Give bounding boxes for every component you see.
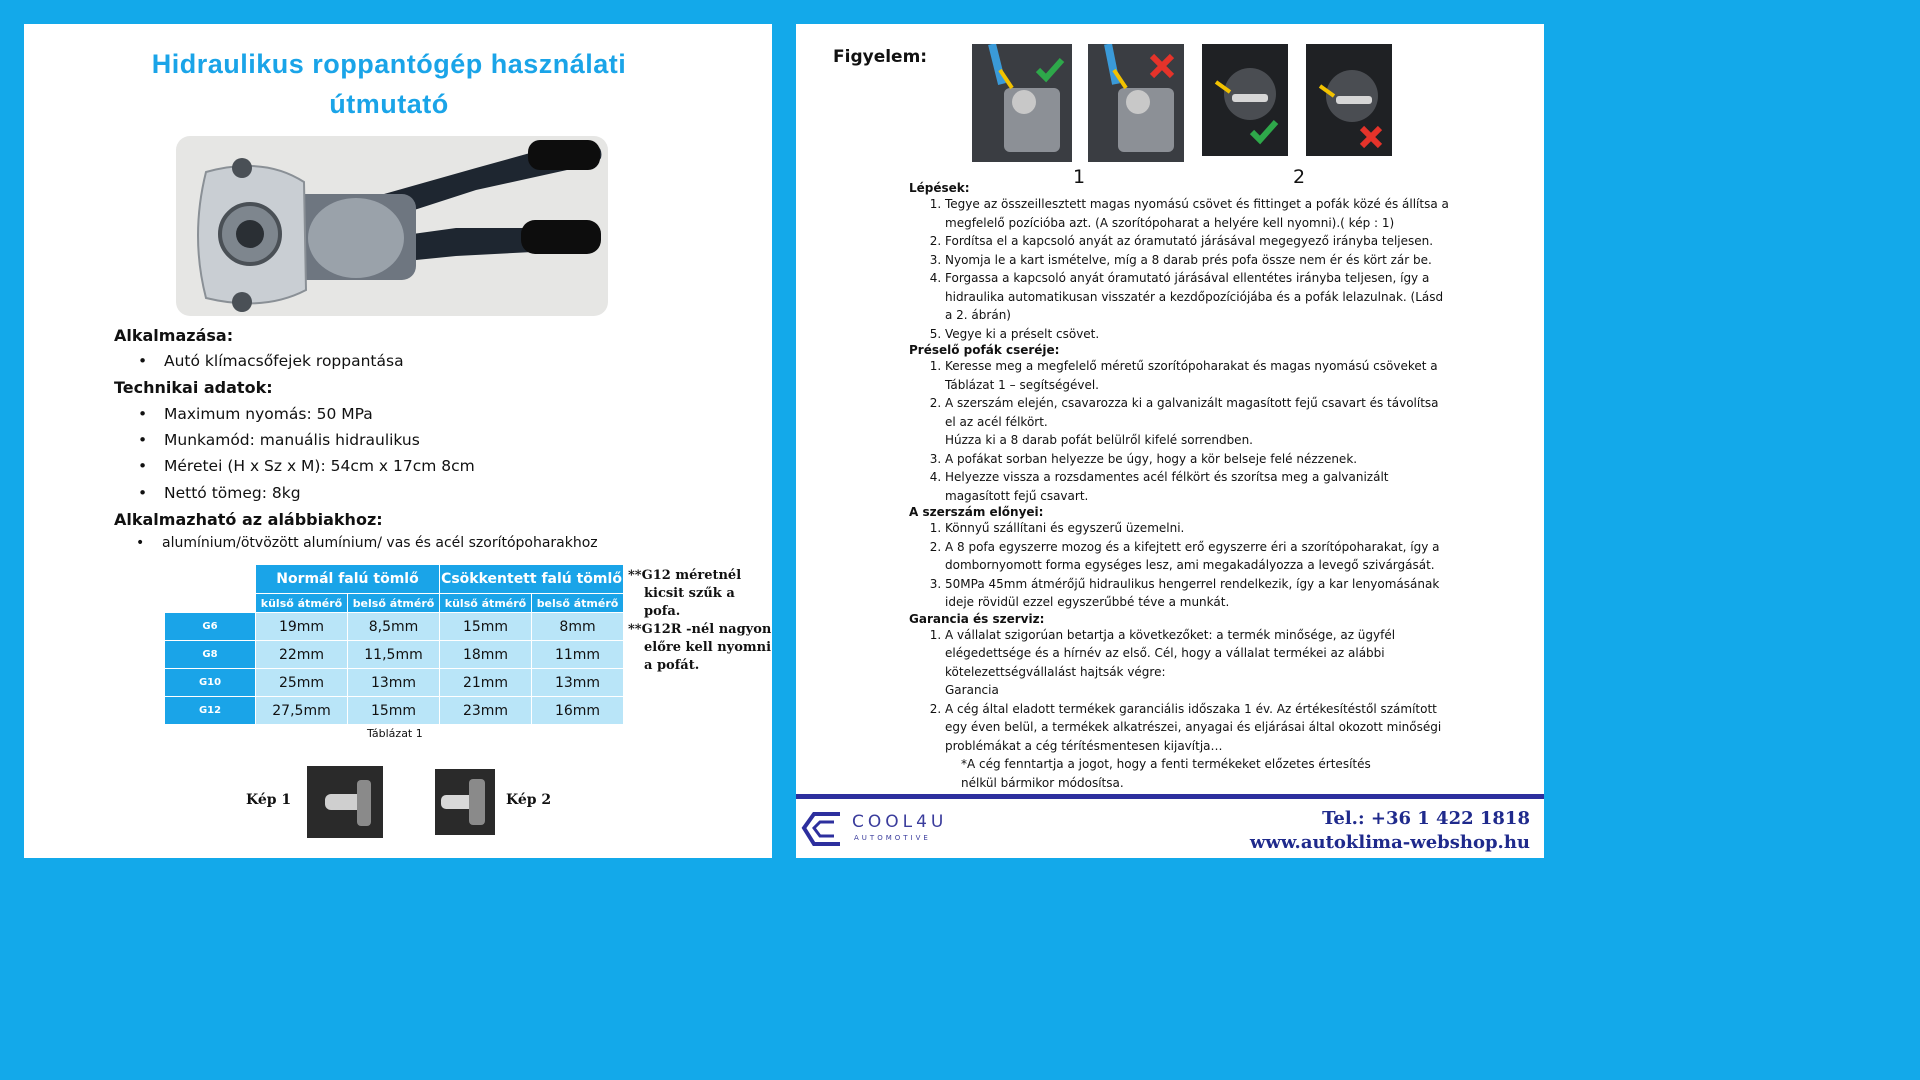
advantages-heading: A szerszám előnyei: xyxy=(909,505,1044,519)
table-row-label: G6 xyxy=(165,613,256,641)
left-page xyxy=(24,24,772,858)
table-cell: 8mm xyxy=(532,613,624,641)
tech-item: • Méretei (H x Sz x M): 54cm x 17cm 8cm xyxy=(164,457,475,475)
table-row xyxy=(165,669,624,697)
attention-heading: Figyelem: xyxy=(833,47,928,67)
application-heading: Alkalmazása: xyxy=(114,326,234,345)
table-sub-header: belső átmérő xyxy=(532,594,624,613)
table-cell: 18mm xyxy=(440,641,532,669)
crimping-tool-image xyxy=(176,136,608,316)
steps-heading: Lépések: xyxy=(909,181,970,195)
website-link[interactable]: www.autoklima-webshop.hu xyxy=(1249,832,1530,853)
jaws-heading: Préselő pofák cseréje: xyxy=(909,343,1060,357)
table-cell: 11mm xyxy=(532,641,624,669)
doc-title-line2: útmutató xyxy=(329,89,449,119)
advantage-item: 2. A 8 pofa egyszerre mozog és a kifejtett erő egyszerre éri a szorítópoharakat, így a dombornyomott forma egységes lesz, ami megakadályozza a levegő szivárgását. xyxy=(945,538,1449,575)
tech-heading: Technikai adatok: xyxy=(114,378,273,397)
kep2-photo xyxy=(435,769,495,835)
brand-name: COOL4U xyxy=(852,812,948,832)
warranty-heading: Garancia és szerviz: xyxy=(909,611,1045,626)
figure-1b-photo xyxy=(1088,44,1184,162)
figure-2a-image xyxy=(1202,44,1288,156)
table-sub-header: külső átmérő xyxy=(440,594,532,613)
table-group-header: Csökkentett falú tömlő xyxy=(440,565,624,594)
doc-title xyxy=(24,44,754,124)
step-item: 2. Fordítsa el a kapcsoló anyát az óramutató járásával megegyező irányba teljesen. xyxy=(945,232,1449,251)
table-cell: 13mm xyxy=(348,669,440,697)
table-corner xyxy=(165,594,256,613)
table-group-header: Normál falú tömlő xyxy=(256,565,440,594)
table-cell: 8,5mm xyxy=(348,613,440,641)
advantage-item: 3. 50MPa 45mm átmérőjű hidraulikus hengerrel rendelkezik, így a kar lenyomásának ideje rövidül ezzel egyszerűbbé téve a munkát. xyxy=(945,575,1449,612)
brand-sub: AUTOMOTIVE xyxy=(854,834,931,842)
table-cell: 16mm xyxy=(532,697,624,725)
figure-2a-photo xyxy=(1202,44,1288,156)
jaws-item-text: A szerszám elején, csavarozza ki a galvanizált magasított fejű csavart és távolítsa el az acél félkört. xyxy=(945,396,1439,429)
table-cell: 13mm xyxy=(532,669,624,697)
figure-2b-image xyxy=(1306,44,1392,156)
usable-item: • alumínium/ötvözött alumínium/ vas és acél szorítópoharakhoz xyxy=(162,535,598,551)
right-page xyxy=(796,24,1544,858)
figure-1a-image xyxy=(972,44,1072,162)
size-table xyxy=(164,564,624,725)
table-row xyxy=(165,697,624,725)
jaws-item xyxy=(945,394,1449,450)
table-cell: 19mm xyxy=(256,613,348,641)
table-caption: Táblázat 1 xyxy=(367,727,423,740)
kep1-label: Kép 1 xyxy=(246,792,292,808)
step-item: 1. Tegye az összeillesztett magas nyomású csövet és fittinget a pofák közé és állítsa a megfelelő pozícióba azt. (A szorítópoharat a helyére kell nyomni).( kép : 1) xyxy=(945,195,1449,232)
step-item: 3. Nyomja le a kart ismételve, míg a 8 darab prés pofa össze nem ér és kört zár be. xyxy=(945,251,1449,270)
tech-item: • Munkamód: manuális hidraulikus xyxy=(164,431,420,449)
table-row-label: G10 xyxy=(165,669,256,697)
note-g12 xyxy=(628,567,772,621)
jaws-item: 3. A pofákat sorban helyezze be úgy, hogy a kör belseje felé nézzenek. xyxy=(945,450,1449,469)
fitting-image-2 xyxy=(435,769,495,835)
jaws-item: 4. Helyezze vissza a rozsdamentes acél félkört és szorítsa meg a galvanizált magasított fejű csavart. xyxy=(945,468,1449,505)
table-cell: 23mm xyxy=(440,697,532,725)
warranty-list xyxy=(909,626,1449,756)
tech-item: • Maximum nyomás: 50 MPa xyxy=(164,405,373,423)
jaws-list xyxy=(909,357,1449,505)
steps-list xyxy=(909,195,1449,343)
disclaimer: *A cég fenntartja a jogot, hogy a fenti termékeket előzetes értesítés nélkül bármikor módosítsa. xyxy=(961,757,1371,790)
table-cell: 22mm xyxy=(256,641,348,669)
table-row-label: G12 xyxy=(165,697,256,725)
table-row xyxy=(165,613,624,641)
doc-title-line1: Hidraulikus roppantógép használati xyxy=(151,49,627,79)
table-sub-header: belső átmérő xyxy=(348,594,440,613)
note-g12-line1: **G12 méretnél xyxy=(628,568,742,583)
crimping-tool-photo xyxy=(176,136,608,316)
figure-1b-image xyxy=(1088,44,1184,162)
advantages-list xyxy=(909,519,1449,612)
table-cell: 27,5mm xyxy=(256,697,348,725)
footer-divider xyxy=(796,794,1544,799)
table-cell: 15mm xyxy=(440,613,532,641)
kep2-label: Kép 2 xyxy=(506,792,552,808)
step-item: 5. Vegye ki a préselt csövet. xyxy=(945,325,1449,344)
table-corner xyxy=(165,565,256,594)
step-item: 4. Forgassa a kapcsoló anyát óramutató járásával ellentétes irányba teljesen, így a hidraulika automatikusan visszatér a kezdőpozíciójába és a pofák lelazulnak. (Lásd a 2. ábrán) xyxy=(945,269,1449,325)
table-cell: 25mm xyxy=(256,669,348,697)
table-cell: 11,5mm xyxy=(348,641,440,669)
brand-logo xyxy=(800,806,970,852)
tech-item: • Nettó tömeg: 8kg xyxy=(164,484,301,502)
note-g12-line2: kicsit szűk a pofa. xyxy=(644,586,735,619)
note-g12r-line2: előre kell nyomni xyxy=(644,640,772,655)
application-item: • Autó klímacsőfejek roppantása xyxy=(164,352,404,370)
kep1-photo xyxy=(307,766,383,838)
note-g12r xyxy=(628,621,771,675)
warranty-item-text: A vállalat szigorúan betartja a következőket: a termék minősége, az ügyfél elégedettsége és a hírnév az első. Cél, hogy a vállalat termékei az alábbi kötelezettségvállalást hajtsák végre: xyxy=(945,627,1396,679)
note-g12r-line3: a pofát. xyxy=(644,658,700,673)
table-cell: 15mm xyxy=(348,697,440,725)
jaws-extra: Húzza ki a 8 darab pofát belülről kifelé sorrendben. xyxy=(945,433,1253,447)
jaws-item: 1. Keresse meg a megfelelő méretű szorítópoharakat és magas nyomású csöveket a Táblázat 1 – segítségével. xyxy=(945,357,1449,394)
warranty-sub: Garancia xyxy=(945,683,999,697)
phone: Tel.: +36 1 422 1818 xyxy=(1322,808,1530,829)
figure-label-1: 1 xyxy=(1073,166,1086,188)
table-row-label: G8 xyxy=(165,641,256,669)
cool4u-logo-icon xyxy=(800,806,848,852)
table-row xyxy=(165,641,624,669)
table-sub-header: külső átmérő xyxy=(256,594,348,613)
advantage-item: 1. Könnyű szállítani és egyszerű üzemelni. xyxy=(945,519,1449,538)
usable-heading: Alkalmazható az alábbiakhoz: xyxy=(114,510,383,529)
table-cell: 21mm xyxy=(440,669,532,697)
figure-2b-photo xyxy=(1306,44,1392,156)
figure-1a-photo xyxy=(972,44,1072,162)
warranty-item: 2. A cég által eladott termékek garanciális időszaka 1 év. Az értékesítéstől számított egy éven belül, a termékek alkatrészei, anyagai és eljárásai által okozott minőségi problémákat a cég térítésmentesen kijavítja… xyxy=(945,700,1449,756)
figure-label-2: 2 xyxy=(1293,166,1306,188)
fitting-image-1 xyxy=(307,766,383,838)
instructions-block xyxy=(909,181,1449,792)
warranty-item xyxy=(945,626,1449,700)
note-g12r-line1: **G12R -nél nagyon xyxy=(628,622,772,637)
